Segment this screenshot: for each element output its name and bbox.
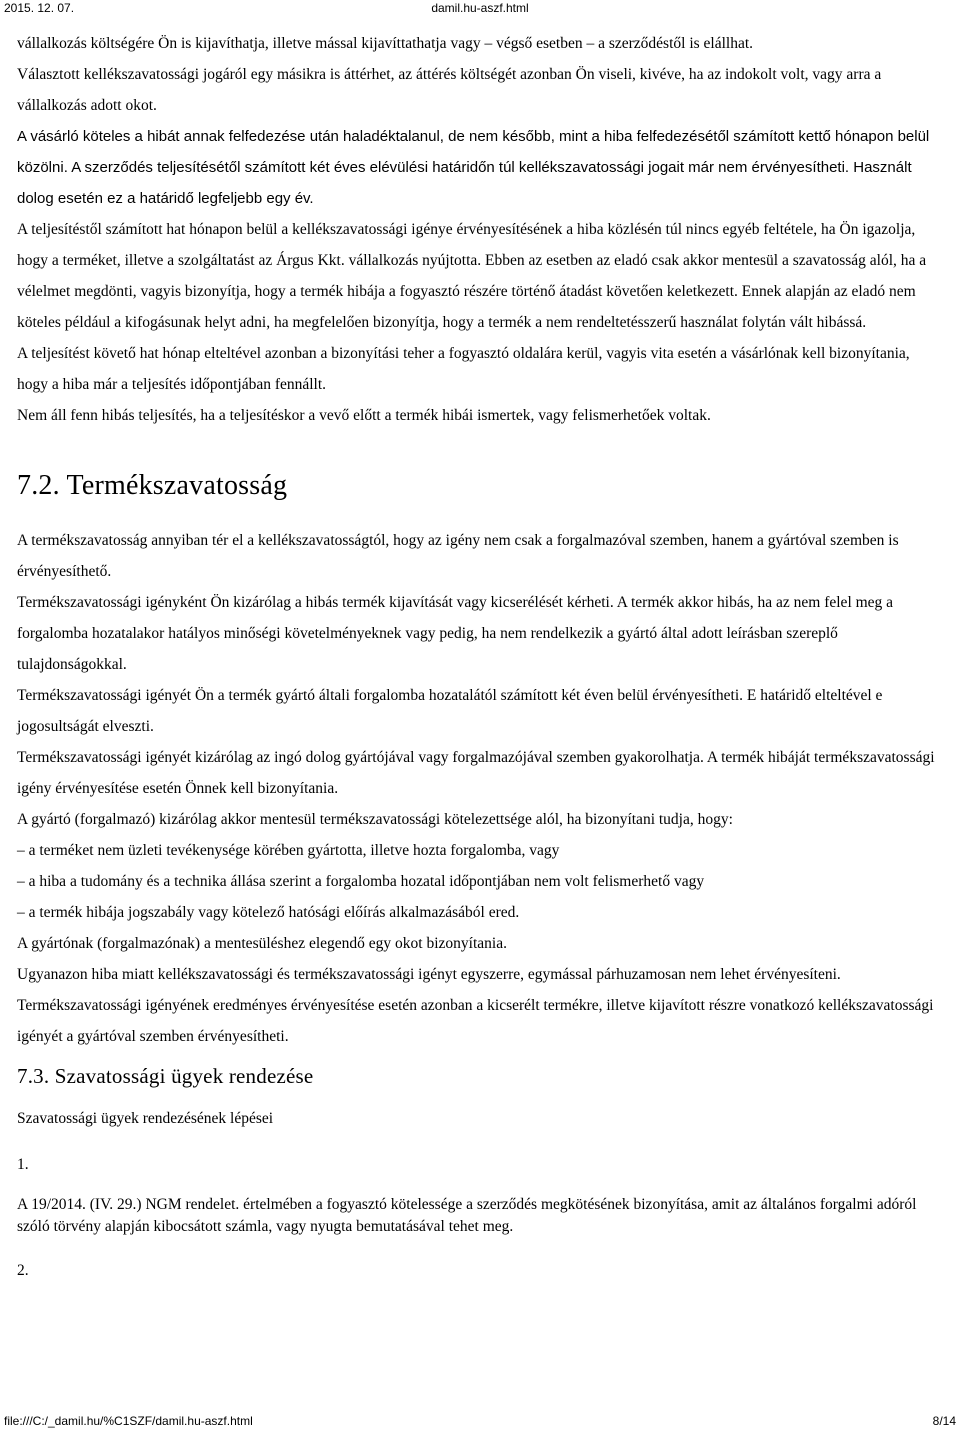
document-body [17,28,942,1286]
section-heading-7-3: 7.3. Szavatossági ügyek rendezése [17,1064,314,1088]
section-heading-7-2: 7.2. Termékszavatosság [17,470,288,501]
paragraph: Termékszavatossági igényét kizárólag az ingó dolog gyártójával vagy forgalmazójával szemben gyakorolhatja. A termék hibáját termékszavatossági igény érvényesítése esetén Önnek kell bizonyítania. [17,749,935,797]
paragraph: vállalkozás költségére Ön is kijavíthatja, illetve mással kijavíttathatja vagy – végső esetben – a szerződéstől is elállhat. [17,35,754,52]
paragraph: Termékszavatossági igényként Ön kizárólag a hibás termék kijavítását vagy kicserélését kérheti. A termék akkor hibás, ha az nem felel meg a forgalomba hozatalakor hatályos minőségi követelményeknek vagy pedig, ha nem rendelkezik a gyártó által adott leírásban szereplő tulajdonságokkal. [17,594,894,673]
print-date: 2015. 12. 07. [4,1,75,15]
paragraph: A teljesítést követő hat hónap elteltével azonban a bizonyítási teher a fogyasztó oldalára kerül, vagyis vita esetén a vásárlónak kell bizonyítania, hogy a hiba már a teljesítés időpontjában fennállt. [17,345,910,393]
step-text: A 19/2014. (IV. 29.) NGM rendelet. értelmében a fogyasztó kötelessége a szerződés megkötésének bizonyítása, amit az általános forgalmi adóról szóló törvény alapján kibocsátott számla, vagy nyugta bemutatásával tehet meg. [17,1196,917,1235]
paragraph: A termékszavatosság annyiban tér el a kellékszavatosságtól, hogy az igény nem csak a forgalmazóval szemben, hanem a gyártóval szemben is érvényesíthető. [17,532,899,580]
paragraph: Termékszavatossági igényét Ön a termék gyártó általi forgalomba hozatalától számított két éven belül érvényesítheti. E határidő elteltével e jogosultságát elveszti. [17,687,883,735]
paragraph: Nem áll fenn hibás teljesítés, ha a teljesítéskor a vevő előtt a termék hibái ismertek, vagy felismerhetőek voltak. [17,407,711,424]
list-item: – a hiba a tudomány és a technika állása szerint a forgalomba hozatal időpontjában nem volt felismerhető vagy [17,873,705,890]
paragraph: A gyártó (forgalmazó) kizárólag akkor mentesül termékszavatossági kötelezettsége alól, ha bizonyítani tudja, hogy: [17,811,733,828]
file-path: file:///C:/_damil.hu/%C1SZF/damil.hu-aszf.html [4,1414,253,1428]
paragraph: Választott kellékszavatossági jogáról egy másikra is áttérhet, az áttérés költségét azonban Ön viseli, kivéve, ha az indokolt volt, vagy arra a vállalkozás adott okot. [17,66,882,114]
subtitle: Szavatossági ügyek rendezésének lépései [17,1110,274,1127]
paragraph: A teljesítéstől számított hat hónapon belül a kellékszavatossági igénye érvényesítésének a hiba közlésén túl nincs egyéb feltétele, ha Ön igazolja, hogy a terméket, illetve a szolgáltatást az Árgus Kkt. vállalkozás nyújtotta. Ebben az esetben az eladó csak akkor mentesül a szavatosság alól, ha a vélelmet megdönti, vagyis bizonyítja, hogy a termék hibája a fogyasztó részére történő átadást követően keletkezett. Ennek alapján az eladó nem köteles például a kifogásunak helyt adni, ha megfelelően bizonyítja, hogy a termék a nem rendeltetésszerű használat folytán vált hibássá. [17,221,927,331]
step-number: 2. [17,1262,29,1279]
list-item: – a terméket nem üzleti tevékenysége körében gyártotta, illetve hozta forgalomba, vagy [17,842,560,859]
paragraph: A gyártónak (forgalmazónak) a mentesüléshez elegendő egy okot bizonyítania. [17,935,507,952]
print-title: damil.hu-aszf.html [431,1,529,15]
list-item: – a termék hibája jogszabály vagy kötelező hatósági előírás alkalmazásából ered. [17,904,520,921]
paragraph: Ugyanazon hiba miatt kellékszavatossági és termékszavatossági igényt egyszerre, egymással párhuzamosan nem lehet érvényesíteni. Termékszavatossági igényének eredményes érvényesítése esetén azonban a kicserélt termékre, illetve kijavított részre vonatkozó kellékszavatossági igényét a gyártóval szemben érvényesítheti. [17,966,934,1045]
paragraph: A vásárló köteles a hibát annak felfedezése után haladéktalanul, de nem később, mint a hiba felfedezésétől számított kettő hónapon belül közölni. A szerződés teljesítésétől számított két éves elévülési határidőn túl kellékszavatossági jogait már nem érvényesítheti. Használt dolog esetén ez a határidő legfeljebb egy év. [17,128,930,207]
step-number: 1. [17,1156,29,1173]
page-number: 8/14 [932,1414,956,1428]
